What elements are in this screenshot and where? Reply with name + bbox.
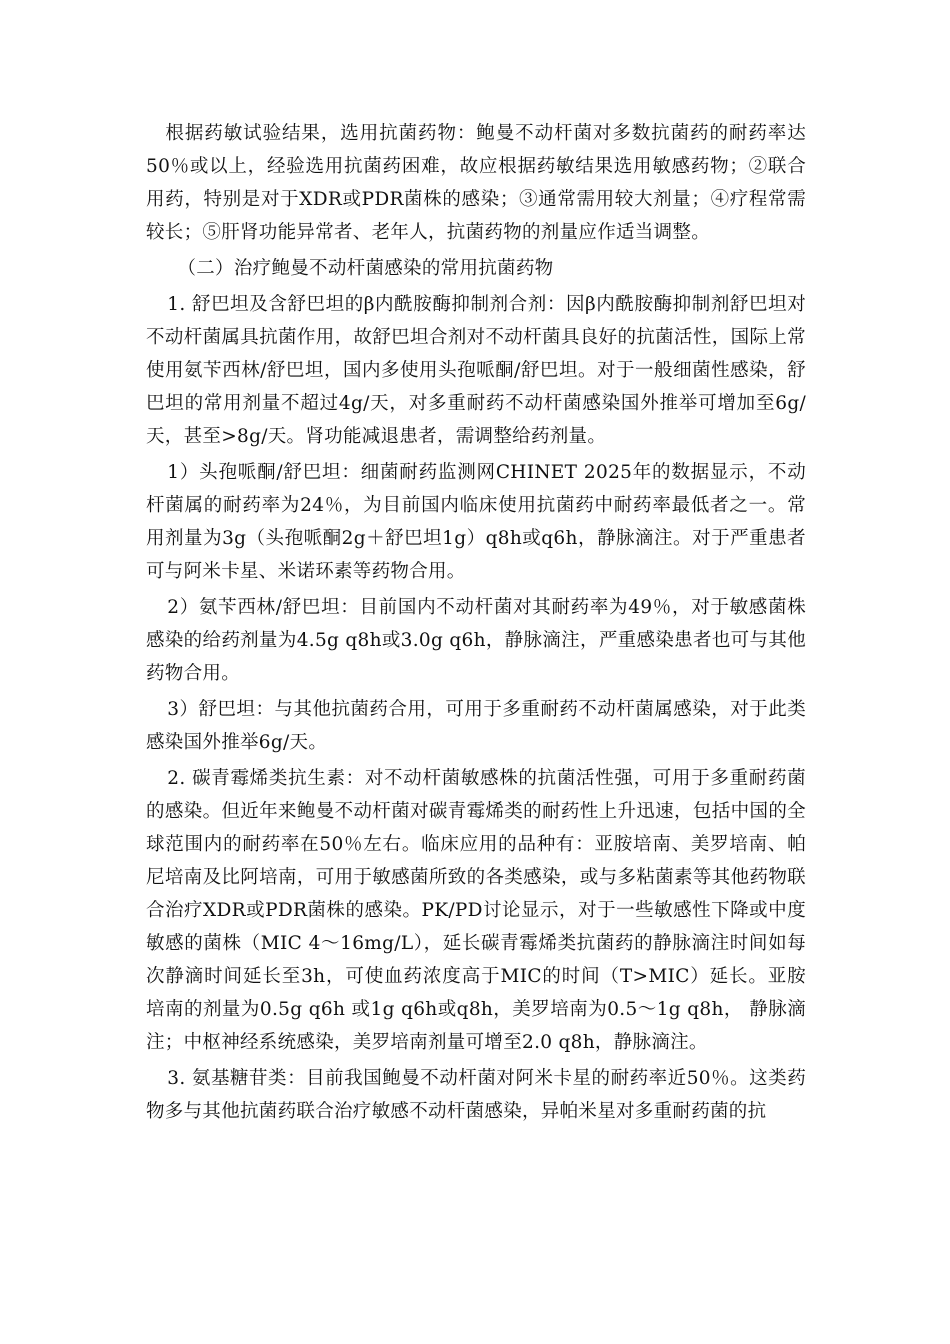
paragraph-ampicillin-sulbactam: 2）氨苄西林/舒巴坦：目前国内不动杆菌对其耐药率为49％，对于敏感菌株感染的给药剂量为4.5g q8h或3.0g q6h，静脉滴注，严重感染患者也可与其他药物合用。 xyxy=(146,597,806,684)
paragraph-cefoperazone-sulbactam: 1）头孢哌酮/舒巴坦：细菌耐药监测网CHINET 2025年的数据显示，不动杆菌属的耐药率为24％，为目前国内临床使用抗菌药中耐药率最低者之一。常用剂量为3g（头孢哌酮2g＋舒巴坦1g）q8h或q6h，静脉滴注。对于严重患者可与阿米卡星、米诺环素等药物合用。 xyxy=(146,462,806,582)
paragraph-carbapenems: 2. 碳青霉烯类抗生素：对不动杆菌敏感株的抗菌活性强，可用于多重耐药菌的感染。但近年来鲍曼不动杆菌对碳青霉烯类的耐药性上升迅速，包括中国的全球范围内的耐药率在50％左右。临床应用的品种有：亚胺培南、美罗培南、帕尼培南及比阿培南，可用于敏感菌所致的各类感染，或与多粘菌素等其他药物联合治疗XDR或PDR菌株的感染。PK/PD讨论显示，对于一些敏感性下降或中度敏感的菌株（MIC 4～16mg/L），延长碳青霉烯类抗菌药的静脉滴注时间如每次静滴时间延长至3h，可使血药浓度高于MIC的时间（T>MIC）延长。亚胺培南的剂量为0.5g q6h 或1g q6h或q8h，美罗培南为0.5～1g q8h， 静脉滴注；中枢神经系统感染，美罗培南剂量可增至2.0 q8h，静脉滴注。 xyxy=(146,768,806,1053)
paragraph-sulbactam-alone: 3）舒巴坦：与其他抗菌药合用，可用于多重耐药不动杆菌属感染，对于此类感染国外推举6g/天。 xyxy=(146,699,806,753)
paragraph-treatment-principles: 根据药敏试验结果，选用抗菌药物：鲍曼不动杆菌对多数抗菌药的耐药率达50％或以上，经验选用抗菌药困难，故应根据药敏结果选用敏感药物；②联合用药，特别是对于XDR或PDR菌株的感染；③通常需用较大剂量；④疗程常需较长；⑤肝肾功能异常者、老年人，抗菌药物的剂量应作适当调整。 xyxy=(146,123,806,243)
paragraph-sulbactam: 1. 舒巴坦及含舒巴坦的β内酰胺酶抑制剂合剂：因β内酰胺酶抑制剂舒巴坦对不动杆菌属具抗菌作用，故舒巴坦合剂对不动杆菌具良好的抗菌活性，国际上常使用氨苄西林/舒巴坦，国内多使用头孢哌酮/舒巴坦。对于一般细菌性感染，舒巴坦的常用剂量不超过4g/天，对多重耐药不动杆菌感染国外推举可增加至6g/天，甚至>8g/天。肾功能减退患者，需调整给药剂量。 xyxy=(146,294,806,447)
document-body xyxy=(146,117,806,1131)
section-heading-common-antibiotics: （二）治疗鲍曼不动杆菌感染的常用抗菌药物 xyxy=(177,258,554,279)
paragraph-aminoglycosides: 3. 氨基糖苷类：目前我国鲍曼不动杆菌对阿米卡星的耐药率近50％。这类药物多与其他抗菌药联合治疗敏感不动杆菌感染，异帕米星对多重耐药菌的抗 xyxy=(146,1068,806,1122)
